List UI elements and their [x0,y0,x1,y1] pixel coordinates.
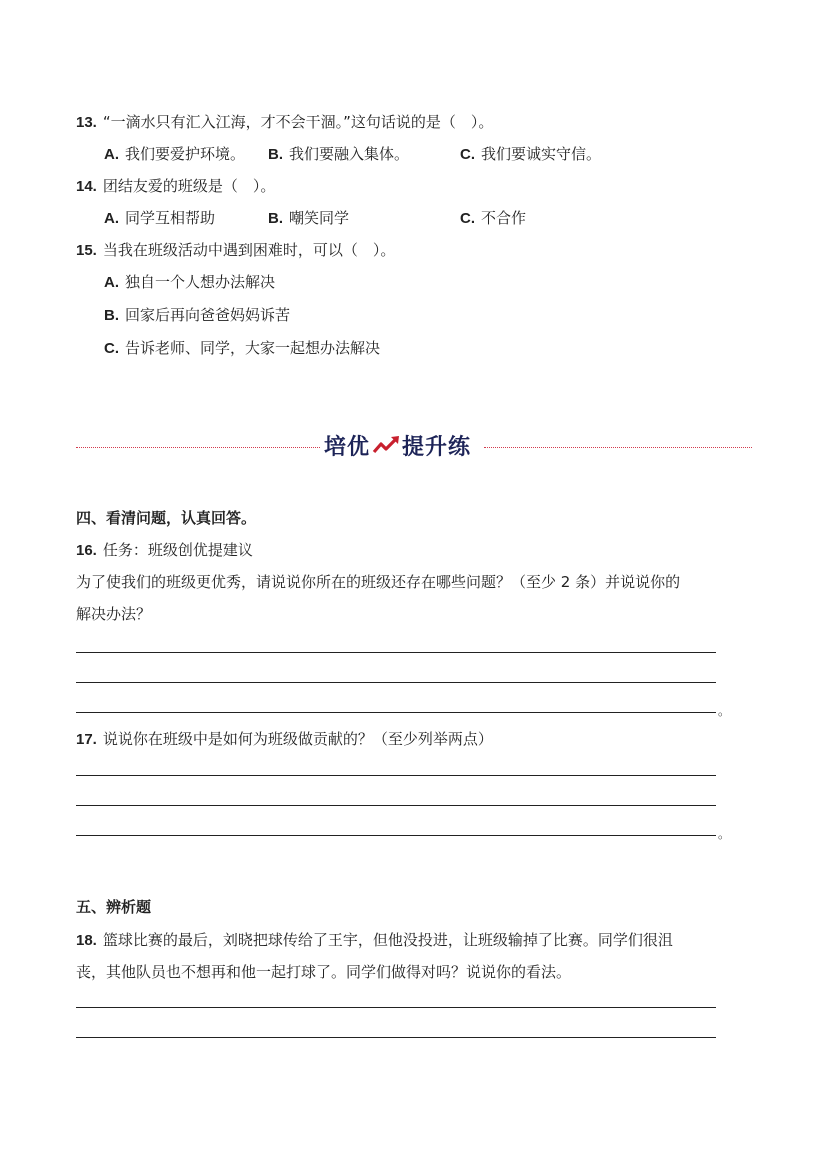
banner-right-text: 提升练 [402,434,472,460]
question-16-prompt-line2: 解决办法？ [76,605,152,623]
answer-line-16-1[interactable] [76,652,716,653]
question-13 [76,112,493,133]
section-5-title: 五、辨析题 [76,898,152,916]
answer-line-17-1[interactable] [76,775,716,776]
question-17: 17. 说说你在班级中是如何为班级做贡献的？（至少列举两点） [76,730,493,748]
banner-rule-right [484,447,752,448]
banner-rule-left [76,447,320,448]
question-number: 14. [76,178,97,195]
question-16-prompt-line1: 为了使我们的班级更优秀，请说说你所在的班级还存在哪些问题？（至少 2 条）并说说你的 [76,573,681,591]
question-16-title: 16. 任务：班级创优提建议 [76,541,253,559]
question-18-line1: 18. 篮球比赛的最后，刘晓把球传给了王宇，但他没投进，让班级输掉了比赛。同学们很沮 [76,931,673,949]
answer-line-18-1[interactable] [76,1007,716,1008]
question-text: 当我在班级活动中遇到困难时，可以（ ）。 [102,241,396,259]
option-15a[interactable]: A. 独自一个人想办法解决 [104,273,276,291]
answer-line-17-2[interactable] [76,805,716,806]
end-mark: 。 [718,704,731,718]
question-15 [76,240,395,261]
section-4-title: 四、看清问题，认真回答。 [76,509,257,527]
question-18-line2: 丧，其他队员也不想再和他一起打球了。同学们做得对吗？说说你的看法。 [76,963,572,981]
question-number: 16. [76,542,97,559]
question-number: 17. [76,731,97,748]
option-13a[interactable]: A. 我们要爱护环境。 [104,145,246,163]
question-text: “一滴水只有汇入江海，才不会干涸。”这句话说的是（ ）。 [102,113,494,131]
answer-line-17-3[interactable] [76,835,716,836]
question-number: 13. [76,114,97,131]
section-banner [324,430,471,460]
answer-line-18-2[interactable] [76,1037,716,1038]
trend-up-arrow-icon [372,435,400,455]
option-14c[interactable]: C. 不合作 [460,209,527,227]
option-14a[interactable]: A. 同学互相帮助 [104,209,216,227]
question-number: 18. [76,932,97,949]
option-15c[interactable]: C. 告诉老师、同学，大家一起想办法解决 [104,339,381,357]
question-text: 团结友爱的班级是（ ）。 [102,177,276,195]
question-number: 15. [76,242,97,259]
question-14 [76,176,275,197]
option-13c[interactable]: C. 我们要诚实守信。 [460,145,602,163]
answer-line-16-3[interactable] [76,712,716,713]
banner-left-text: 培优 [324,434,371,460]
option-15b[interactable]: B. 回家后再向爸爸妈妈诉苦 [104,306,291,324]
answer-line-16-2[interactable] [76,682,716,683]
option-14b[interactable]: B. 嘲笑同学 [268,209,350,227]
end-mark: 。 [718,827,731,841]
option-13b[interactable]: B. 我们要融入集体。 [268,145,410,163]
